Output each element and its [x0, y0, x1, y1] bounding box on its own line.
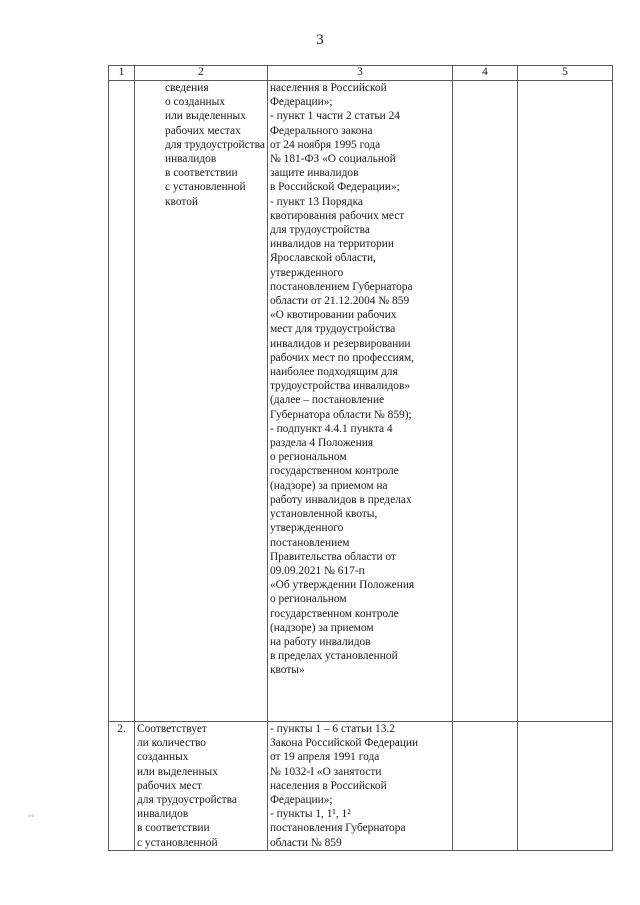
- text-line: государственном контроле: [269, 465, 399, 478]
- table-row: [109, 81, 613, 722]
- text-line: о региональном: [269, 451, 347, 464]
- text-line: постановлением Губернатора: [269, 280, 413, 293]
- text-line: с установленной: [165, 181, 246, 194]
- text-line: Соответствует: [137, 723, 207, 735]
- table-row: [109, 722, 613, 851]
- text-line: для трудоустройства: [165, 138, 265, 151]
- text-line: - подпункт 4.4.1 пункта 4: [269, 422, 393, 435]
- text-line: Федерации»;: [269, 794, 333, 807]
- text-line: Федерального закона: [269, 124, 373, 137]
- answer-cell-col4: [452, 81, 517, 722]
- text-line: - пункт 1 части 2 статьи 24: [269, 110, 400, 123]
- text-line: инвалидов: [165, 153, 217, 166]
- text-line: 09.09.2021 № 617-п: [269, 564, 365, 577]
- text-line: от 24 ноября 1995 года: [269, 138, 381, 151]
- text-line: «Об утверждении Положения: [269, 579, 415, 592]
- legal-reference-cell: [267, 722, 452, 851]
- text-line: от 19 апреля 1991 года: [269, 751, 380, 764]
- text-line: Федерации»;: [269, 96, 333, 109]
- text-line: инвалидов на территории: [269, 238, 394, 251]
- text-line: постановления Губернатора: [269, 822, 406, 835]
- text-line: в пределах установленной: [269, 650, 398, 663]
- answer-cell-col4: [452, 722, 517, 851]
- text-line: работу инвалидов в пределах: [269, 493, 412, 506]
- text-line: - пункт 13 Порядка: [269, 195, 363, 208]
- text-line: населения в Российской: [269, 82, 387, 94]
- text-line: Правительства области от: [269, 550, 396, 563]
- text-line: или выделенных: [137, 765, 218, 778]
- text-line: раздела 4 Положения: [269, 437, 374, 450]
- text-line: (надзоре) за приемом: [269, 621, 374, 634]
- column-header-1: 1: [109, 66, 135, 81]
- question-cell: [135, 81, 268, 722]
- legal-reference-cell: [267, 81, 452, 722]
- text-line: № 181-ФЗ «О социальной: [269, 153, 396, 166]
- text-line: области № 859: [269, 836, 342, 849]
- text-line: с установленной: [137, 836, 218, 849]
- text-line: созданных: [137, 751, 189, 764]
- text-line: в Российской Федерации»;: [269, 181, 400, 194]
- text-line: рабочих местах: [165, 124, 241, 137]
- text-line: постановлением: [269, 536, 350, 549]
- text-line: квотирования рабочих мест: [269, 209, 405, 222]
- text-line: для трудоустройства: [269, 224, 370, 237]
- answer-cell-col5: [517, 81, 612, 722]
- text-line: (далее – постановление: [269, 394, 385, 407]
- text-line: утвержденного: [269, 522, 344, 535]
- text-line: в соответствии: [165, 167, 238, 180]
- table-header-row: [109, 66, 613, 81]
- text-line: квотой: [165, 195, 198, 208]
- text-line: установленной квоты,: [269, 508, 378, 521]
- text-line: «О квотировании рабочих: [269, 309, 397, 322]
- text-line: ли количество: [137, 737, 207, 750]
- text-line: защите инвалидов: [269, 167, 359, 180]
- text-line: (надзоре) за приемом на: [269, 479, 388, 492]
- question-cell: [135, 722, 268, 851]
- text-line: или выделенных: [165, 110, 246, 123]
- row-number-cell: 2.: [109, 722, 135, 851]
- text-line: населения в Российской: [269, 779, 387, 792]
- text-line: - пункты 1 – 6 статьи 13.2: [269, 723, 395, 735]
- text-line: мест для трудоустройства: [269, 323, 396, 336]
- answer-cell-col5: [517, 722, 612, 851]
- text-line: области от 21.12.2004 № 859: [269, 295, 410, 308]
- page-number: 3: [316, 32, 324, 48]
- text-line: инвалидов и резервировании: [269, 337, 411, 350]
- text-line: утвержденного: [269, 266, 344, 279]
- column-header-2: 2: [135, 66, 268, 81]
- column-header-4: 4: [452, 66, 517, 81]
- text-line: инвалидов: [137, 808, 189, 821]
- text-line: Губернатора области № 859);: [269, 408, 412, 421]
- text-line: рабочих мест по профессиям,: [269, 351, 415, 364]
- scan-speck: °°: [28, 813, 35, 822]
- text-line: на работу инвалидов: [269, 635, 371, 648]
- text-line: о созданных: [165, 96, 225, 109]
- document-table: [108, 65, 613, 851]
- text-line: № 1032-I «О занятости: [269, 765, 382, 778]
- text-line: о региональном: [269, 593, 347, 606]
- text-line: наиболее подходящим для: [269, 366, 398, 379]
- text-line: квоты»: [269, 664, 305, 677]
- text-line: Закона Российской Федерации: [269, 737, 419, 750]
- column-header-3: 3: [267, 66, 452, 81]
- text-line: в соответствии: [137, 822, 210, 835]
- text-line: для трудоустройства: [137, 794, 237, 807]
- text-line: трудоустройства инвалидов»: [269, 380, 411, 393]
- text-line: сведения: [165, 82, 209, 94]
- row-number-cell: [109, 81, 135, 722]
- text-line: - пункты 1, 1¹, 1²: [269, 808, 351, 821]
- text-line: государственном контроле: [269, 607, 399, 620]
- column-header-5: 5: [517, 66, 612, 81]
- text-line: Ярославской области,: [269, 252, 376, 265]
- text-line: рабочих мест: [137, 779, 202, 792]
